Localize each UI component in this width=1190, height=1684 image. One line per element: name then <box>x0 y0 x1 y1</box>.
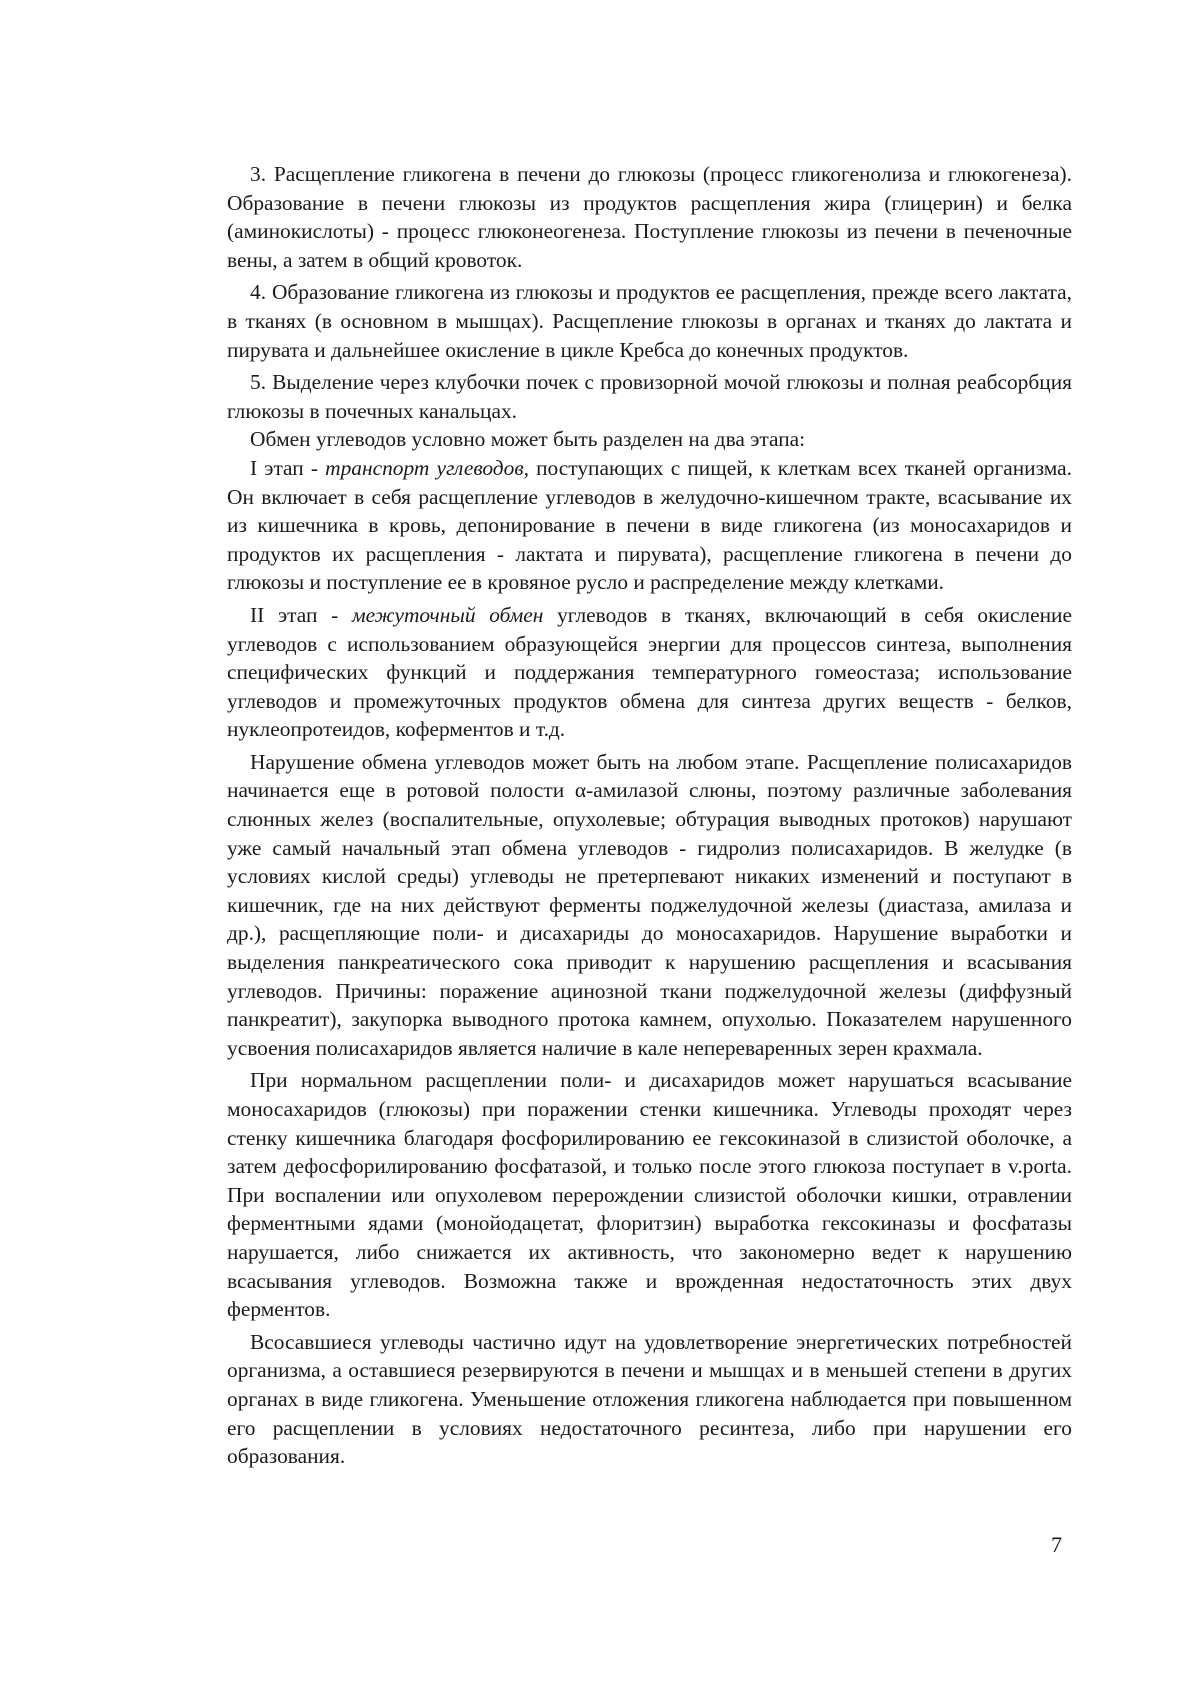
stage-one-emphasis: транспорт углеводов, <box>325 455 529 480</box>
paragraph-glycogen-reserve: Всосавшиеся углеводы частично идут на удовлетворение энергетических потребностей организма, а оставшиеся резервируются в печени и мышцах и в меньшей степени в других органах в виде гликогена. Уменьшение отложения гликогена наблюдается при повышенном его расщеплении в условиях недостаточного ресинтеза, либо при нарушении его образования. <box>227 1329 1072 1469</box>
paragraph-two-stages-intro: Обмен углеводов условно может быть разделен на два этапа: <box>250 427 806 452</box>
paragraph-absorption-disorders: При нормальном расщеплении поли- и дисахаридов может нарушаться всасывание моносахаридов (глюкозы) при поражении стенки кишечника. Углеводы проходят через стенку кишечника благодаря фосфорилированию ее гексокиназой в слизистой оболочке, а затем дефосфорилированию фосфатазой, и только после этого глюкоза поступает в v.porta. При воспалении или опухолевом перерождении слизистой оболочки кишки, отравлении ферментными ядами (монойодацетат, флоритзин) выработка гексокиназы и фосфатазы нарушается, либо снижается их активность, что закономерно ведет к нарушению всасывания углеводов. Возможна также и врожденная недостаточность этих двух ферментов. <box>227 1068 1072 1322</box>
stage-two-emphasis: межуточный обмен <box>351 602 544 627</box>
stage-two-text: углеводов в тканях, включающий в себя окисление углеводов с использованием образующейся энергии для процессов синтеза, выполнения специфических функций и поддержания температурного гомеостаза; использование углеводов и промежуточных продуктов обмена для синтеза других веществ - белков, нуклеопротеидов, коферментов и т.д. <box>227 602 1072 742</box>
page-number: 7 <box>1051 1532 1062 1557</box>
stage-one-prefix: I этап - <box>250 455 326 480</box>
stage-two-prefix: II этап - <box>250 602 352 627</box>
stage-one-text: поступающих с пищей, к клеткам всех тканей организма. Он включает в себя расщепление углеводов в желудочно-кишечном тракте, всасывание их из кишечника в кровь, депонирование в печени в виде гликогена (из моносахаридов и продуктов их расщепления - лактата и пирувата), расщепление гликогена в печени до глюкозы и поступление ее в кровяное русло и распределение между клетками. <box>227 455 1072 595</box>
paragraph-glycogenolysis: 3. Расщепление гликогена в печени до глюкозы (процесс гликогенолиза и глюкогенеза). Образование в печени глюкозы из продуктов расщепления жира (глицерин) и белка (аминокислоты) - процесс глюконеогенеза. Поступление глюкозы из печени в печеночные вены, а затем в общий кровоток. <box>227 162 1072 272</box>
paragraph-metabolism-disorders: Нарушение обмена углеводов может быть на любом этапе. Расщепление полисахаридов начинается еще в ротовой полости α-амилазой слюны, поэтому различные заболевания слюнных желез (воспалительные, опухолевые; обтурация выводных протоков) нарушают уже самый начальный этап обмена углеводов - гидролиз полисахаридов. В желудке (в условиях кислой среды) углеводы не претерпевают никаких изменений и поступают в кишечник, где на них действуют ферменты поджелудочной железы (диастаза, амилаза и др.), расщепляющие поли- и дисахариды до моносахаридов. Нарушение выработки и выделения панкреатического сока приводит к нарушению расщепления и всасывания углеводов. Причины: поражение ацинозной ткани поджелудочной железы (диффузный панкреатит), закупорка выводного протока камнем, опухолью. Показателем нарушенного усвоения полисахаридов является наличие в кале непереваренных зерен крахмала. <box>227 749 1072 1060</box>
document-body <box>227 160 1072 1471</box>
paragraph-stage-one <box>227 454 1072 597</box>
paragraph-renal-excretion: 5. Выделение через клубочки почек с провизорной мочой глюкозы и полная реабсорбция глюкозы в почечных канальцах. <box>227 370 1072 423</box>
paragraph-stage-two <box>227 601 1072 744</box>
paragraph-glycogen-formation: 4. Образование гликогена из глюкозы и продуктов ее расщепления, прежде всего лактата, в тканях (в основном в мышцах). Расщепление глюкозы в органах и тканях до лактата и пирувата и дальнейшее окисление в цикле Кребса до конечных продуктов. <box>227 280 1072 362</box>
